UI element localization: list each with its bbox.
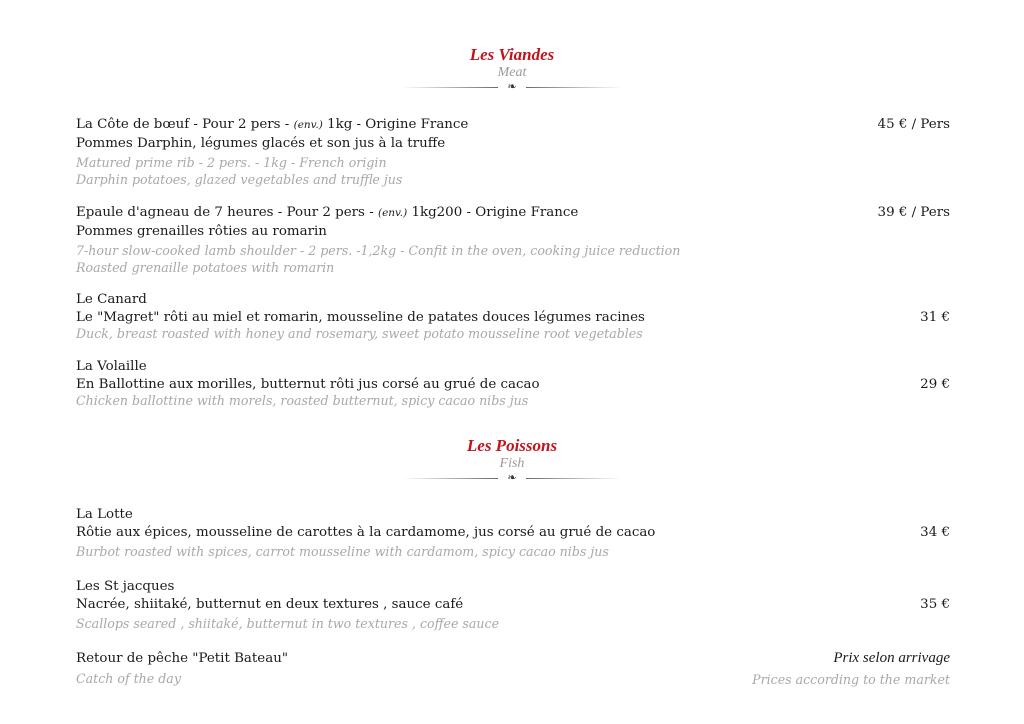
section-title: Les Viandes [469, 45, 555, 64]
flourish-icon: ❧ [507, 471, 517, 484]
menu-item-epaule-agneau [76, 204, 950, 276]
item-name: La Volaille [76, 359, 147, 374]
flourish-icon: ❧ [507, 80, 517, 93]
item-name: Le Canard [76, 292, 147, 307]
item-translation: Darphin potatoes, glazed vegetables and truffle jus [76, 171, 403, 187]
item-price: 39 € / Pers [877, 205, 950, 220]
item-name: Epaule d'agneau de 7 heures - Pour 2 pers - (env.) 1kg200 - Origine France [76, 205, 579, 220]
item-price: 45 € / Pers [877, 117, 950, 132]
item-description: Pommes grenailles rôties au romarin [76, 223, 327, 239]
item-price: 29 € [920, 376, 950, 392]
item-description: Le "Magret" rôti au miel et romarin, mousseline de patates douces légumes racines [76, 309, 645, 325]
item-price: Prix selon arrivage [833, 650, 950, 666]
item-price-translation: Prices according to the market [752, 671, 950, 687]
section-header-fish [0, 436, 1024, 484]
item-price: 35 € [920, 596, 950, 612]
section-header-meat [0, 45, 1024, 93]
menu-item-cote-de-boeuf [76, 116, 950, 188]
item-description: En Ballottine aux morilles, butternut rôti jus corsé au grué de cacao [76, 376, 540, 392]
item-name: Retour de pêche "Petit Bateau" [76, 651, 288, 666]
menu-item-volaille [76, 358, 950, 410]
menu-item-canard [76, 291, 950, 343]
item-translation: Matured prime rib - 2 pers. - 1kg - French origin [76, 155, 387, 170]
item-translation: Duck, breast roasted with honey and rosemary, sweet potato mousseline root vegetables [76, 326, 643, 341]
ornament-divider [402, 80, 622, 93]
item-translation: 7-hour slow-cooked lamb shoulder - 2 pers. -1,2kg - Confit in the oven, cooking juice reduction [76, 243, 681, 258]
item-name: Les St jacques [76, 579, 175, 594]
item-description: Pommes Darphin, légumes glacés et son jus à la truffe [76, 135, 446, 151]
item-translation: Catch of the day [76, 670, 181, 686]
item-price: 31 € [920, 309, 950, 325]
item-translation: Roasted grenaille potatoes with romarin [76, 259, 335, 275]
item-description: Rôtie aux épices, mousseline de carottes à la cardamome, jus corsé au grué de cacao [76, 524, 656, 540]
item-translation: Scallops seared , shiitaké, butternut in two textures , coffee sauce [76, 616, 500, 631]
section-subtitle: Meat [497, 65, 527, 80]
menu-item-lotte [76, 506, 950, 561]
item-translation: Chicken ballottine with morels, roasted butternut, spicy cacao nibs jus [76, 393, 529, 408]
ornament-divider [402, 471, 622, 484]
item-name: La Côte de bœuf - Pour 2 pers - (env.) 1kg - Origine France [76, 117, 469, 132]
menu-item-st-jacques [76, 578, 950, 633]
section-title: Les Poissons [466, 436, 558, 455]
item-translation: Burbot roasted with spices, carrot mousseline with cardamom, spicy cacao nibs jus [76, 544, 609, 559]
menu-item-retour-de-peche [76, 650, 950, 687]
item-price: 34 € [920, 524, 950, 540]
item-description: Nacrée, shiitaké, butternut en deux textures , sauce café [76, 596, 464, 612]
section-subtitle: Fish [499, 456, 525, 471]
item-name: La Lotte [76, 507, 133, 522]
